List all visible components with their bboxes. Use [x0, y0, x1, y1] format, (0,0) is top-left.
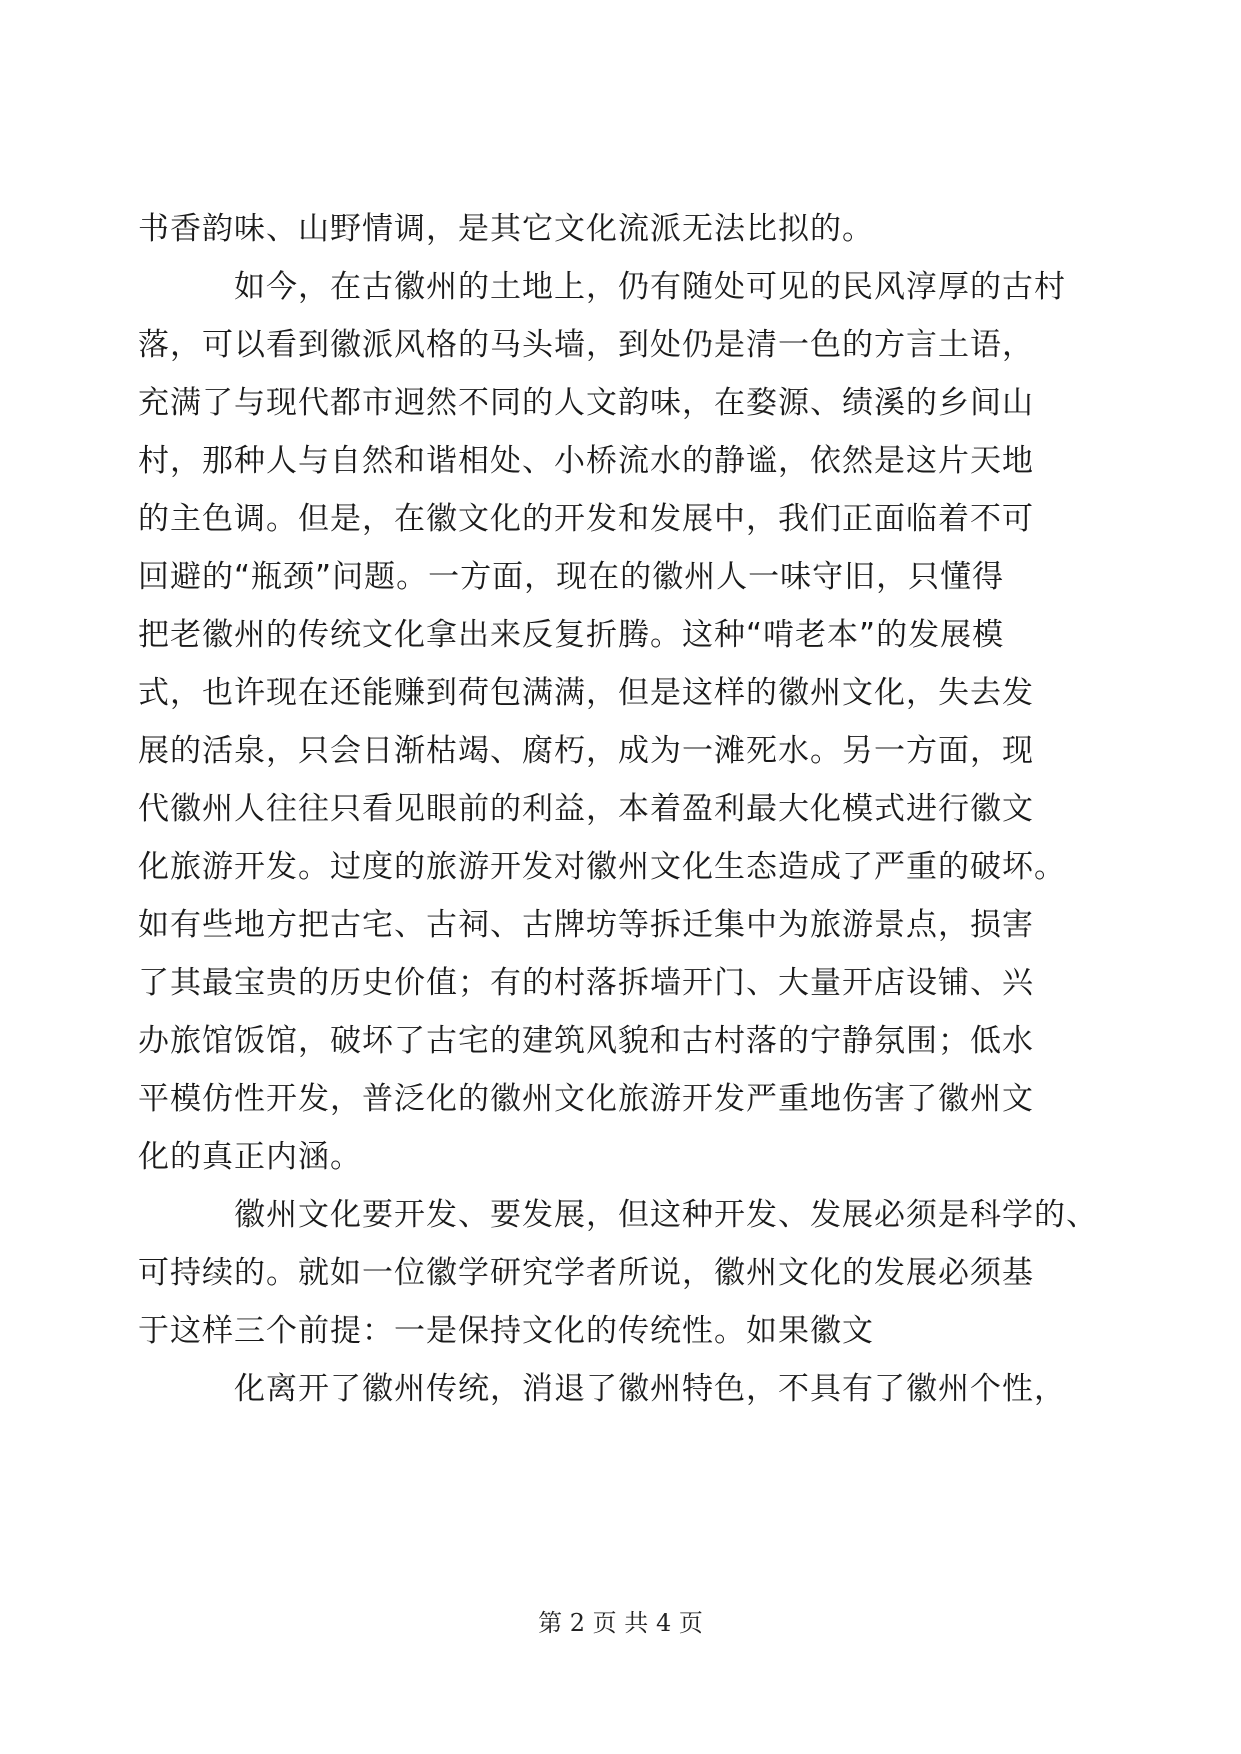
page-number: 第 2 页 共 4 页: [538, 1609, 703, 1637]
text-line: 式，也许现在还能赚到荷包满满，但是这样的徽州文化，失去发: [138, 675, 1034, 711]
paragraph-start-line: 如今，在古徽州的土地上，仍有随处可见的民风淳厚的古村: [234, 269, 1066, 305]
text-line: 于这样三个前提：一是保持文化的传统性。如果徽文: [138, 1313, 874, 1349]
text-line: 展的活泉，只会日渐枯竭、腐朽，成为一滩死水。另一方面，现: [138, 733, 1034, 769]
text-line: 可持续的。就如一位徽学研究学者所说，徽州文化的发展必须基: [138, 1255, 1034, 1291]
text-line: 村，那种人与自然和谐相处、小桥流水的静谧，依然是这片天地: [138, 443, 1034, 479]
text-line: 书香韵味、山野情调，是其它文化流派无法比拟的。: [138, 211, 874, 247]
text-line: 代徽州人往往只看见眼前的利益，本着盈利最大化模式进行徽文: [138, 791, 1034, 827]
text-line: 如有些地方把古宅、古祠、古牌坊等拆迁集中为旅游景点，损害: [138, 907, 1034, 943]
text-line: 化旅游开发。过度的旅游开发对徽州文化生态造成了严重的破坏。: [138, 849, 1066, 885]
paragraph-start-line: 徽州文化要开发、要发展，但这种开发、发展必须是科学的、: [234, 1197, 1098, 1233]
page-footer: [0, 1608, 1241, 1638]
text-line: 了其最宝贵的历史价值；有的村落拆墙开门、大量开店设铺、兴: [138, 965, 1034, 1001]
text-line: 落，可以看到徽派风格的马头墙，到处仍是清一色的方言土语，: [138, 327, 1034, 363]
paragraph-start-line: 化离开了徽州传统，消退了徽州特色，不具有了徽州个性，: [234, 1371, 1066, 1407]
text-line: 充满了与现代都市迥然不同的人文韵味，在婺源、绩溪的乡间山: [138, 385, 1034, 421]
body-text: [138, 200, 1108, 1418]
text-line: 把老徽州的传统文化拿出来反复折腾。这种“啃老本”的发展模: [138, 617, 1005, 653]
text-line: 化的真正内涵。: [138, 1139, 362, 1175]
text-line: 回避的“瓶颈”问题。一方面，现在的徽州人一味守旧，只懂得: [138, 559, 1005, 595]
text-line: 平模仿性开发，普泛化的徽州文化旅游开发严重地伤害了徽州文: [138, 1081, 1034, 1117]
text-line: 办旅馆饭馆，破坏了古宅的建筑风貌和古村落的宁静氛围；低水: [138, 1023, 1034, 1059]
text-line: 的主色调。但是，在徽文化的开发和发展中，我们正面临着不可: [138, 501, 1034, 537]
